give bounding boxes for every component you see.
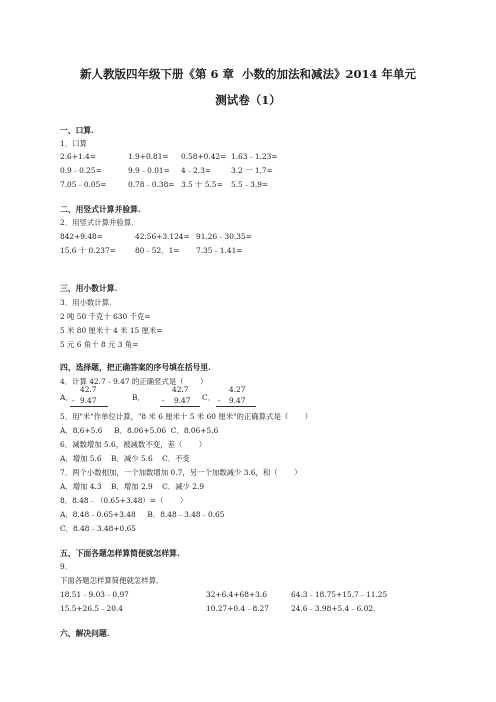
q8-options-ab: A．8.48﹣0.65+3.48 B．8.48﹣3.48﹣0.65 [60, 510, 225, 519]
s1-r3-c4: 5.5﹣3.9= [231, 180, 269, 189]
q9-label: 9． [60, 562, 73, 571]
s1-r2-c2: 9.9﹣0.01= [128, 166, 170, 175]
q5-options: A．8.6+5.6 B．8.06+5.06 C．8.06+5.6 [60, 426, 219, 435]
s1-r2-c3: 4﹣2.3= [181, 166, 212, 175]
s5-r1-c3: 64.3﹣18.75+15.7﹣11.25 [291, 590, 388, 599]
s1-r1-c2: 1.9+0.81= [128, 152, 169, 161]
s1-r2-c4: 3.2 一 1.7= [231, 166, 273, 175]
q4-c-minus: - [218, 396, 221, 405]
s1-r3-c1: 7.05﹣0.05= [60, 180, 107, 189]
s1-r3-c2: 0.78﹣0.38= [128, 180, 175, 189]
s2-r1-c1: 842+9.48= [60, 232, 103, 241]
s5-r2-c2: 10.27+0.4﹣8.27 [206, 604, 269, 613]
q4-a-bottom: 9.47 [80, 396, 97, 405]
s1-r1-c1: 2.6+1.4= [60, 152, 96, 161]
s1-r1-c4: 1.63﹣1.23= [231, 152, 278, 161]
s5-r2-c3: 24.6﹣3.98+5.4﹣6.02． [291, 604, 381, 613]
q4-b-top: 42.7 [172, 385, 189, 394]
s1-r2-c1: 0.9﹣0.25= [60, 166, 102, 175]
section-1-heading: 一、口算. [60, 126, 94, 135]
q1-label: 1．口算 [60, 139, 87, 148]
q8-text: 8．8.48﹣（0.65+3.48）=（ ） [60, 496, 188, 505]
q9-instruction: 下面各题怎样算简便就怎样算． [60, 576, 164, 585]
q8-option-c: C．8.48﹣3.48+0.65 [60, 524, 136, 533]
s3-line-2: 5 米 80 厘米十 4 米 15 厘米= [60, 326, 163, 335]
section-2-heading: 二、用竖式计算并验算. [60, 205, 141, 214]
q6-text: 6．减数增加 5.6，被减数不变，差（ ） [60, 440, 207, 449]
section-4-heading: 四、选择题，把正确答案的序号填在括号里. [60, 363, 211, 372]
q4-b-minus: - [162, 396, 165, 405]
q4-c-rule [216, 406, 256, 407]
q6-options: A．增加 5.6 B．减少 5.6 C．不变 [60, 454, 190, 463]
q3-label: 3．用小数计算． [60, 298, 117, 307]
title-line-2: 测试卷（1） [215, 93, 281, 107]
s1-r3-c3: 3.5 十 5.5= [181, 180, 223, 189]
q4-c-bottom: 9.47 [229, 396, 246, 405]
s2-r2-c2: 80﹣52．1= [135, 246, 180, 255]
s2-r2-c1: 15.6 十 0.237= [60, 246, 116, 255]
q4-a-top: 42.7 [80, 385, 97, 394]
q7-text: 7．两个小数相加，一个加数增加 0.7，另一个加数减少 3.6，和（ ） [60, 468, 302, 477]
q4-c-top: 4.27 [229, 385, 246, 394]
s5-r2-c1: 15.5+26.5﹣20.4 [60, 604, 123, 613]
s3-line-1: 2 吨 50 千克十 630 千克= [60, 312, 151, 321]
q5-text: 5．用"米"作单位计算，"8 米 6 厘米十 5 米 60 厘米"的正确算式是（ ） [60, 412, 313, 421]
s2-r1-c2: 42.56+3.124= [135, 232, 190, 241]
s2-r1-c3: 91.26﹣30.35= [196, 232, 252, 241]
q4-a-minus: - [72, 396, 75, 405]
section-3-heading: 三、用小数计算. [60, 284, 118, 293]
s5-r1-c1: 18.51﹣9.03﹣0.97 [60, 590, 129, 599]
s5-r1-c2: 32+6.4+68+3.6 [206, 590, 267, 599]
title-line-1: 新人教版四年级下册《第 6 章 小数的加法和减法》2014 年单元 [79, 67, 417, 81]
q4-text: 4．计算 42.7﹣9.47 的正确竖式是（ ） [60, 377, 208, 386]
s1-r1-c3: 0.58+0.42= [181, 152, 227, 161]
q2-label: 2．用竖式计算并验算． [60, 218, 139, 227]
q7-options: A．增加 4.3 B．增加 2.9 C．减少 2.9 [60, 482, 205, 491]
s2-r2-c3: 7.35﹣1.41= [196, 246, 243, 255]
q4-option-a-label: A． [60, 393, 73, 402]
s3-line-3: 5 元 6 角十 8 元 3 角= [60, 340, 139, 349]
q4-option-c-label: C． [202, 393, 216, 402]
q4-option-b-label: B． [132, 393, 145, 402]
q4-a-rule [70, 406, 108, 407]
q4-b-rule [160, 406, 200, 407]
section-5-heading: 五、下面各题怎样算简便就怎样算. [60, 549, 180, 558]
section-6-heading: 六、解决问题. [60, 629, 110, 638]
q4-b-bottom: 9.47 [174, 396, 191, 405]
